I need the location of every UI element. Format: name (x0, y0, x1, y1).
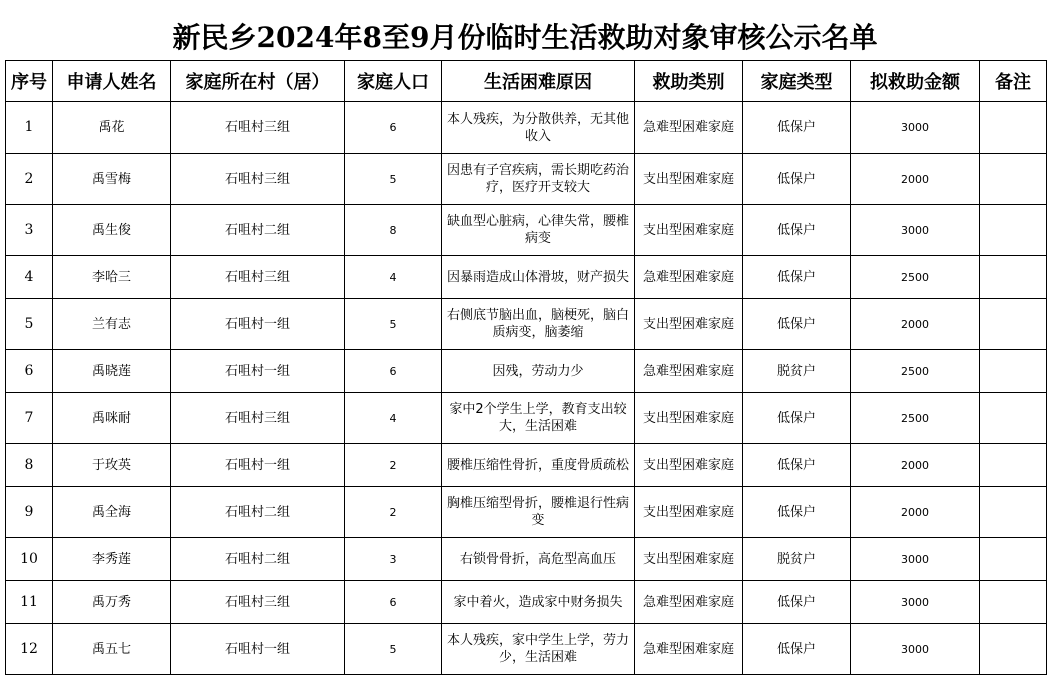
table-row (6, 393, 1047, 444)
cell-note (980, 350, 1047, 393)
cell-reason: 胸椎压缩型骨折，腰椎退行性病变 (442, 487, 635, 538)
table-row (6, 444, 1047, 487)
cell-type: 低保户 (743, 154, 851, 205)
cell-members: 5 (345, 154, 442, 205)
cell-amount: 3000 (851, 538, 980, 581)
cell-no: 6 (6, 350, 53, 393)
cell-village: 石咀村二组 (171, 487, 345, 538)
cell-type: 低保户 (743, 205, 851, 256)
cell-village: 石咀村一组 (171, 350, 345, 393)
table-row (6, 154, 1047, 205)
cell-reason: 因暴雨造成山体滑坡，财产损失 (442, 256, 635, 299)
cell-members: 2 (345, 444, 442, 487)
cell-no: 9 (6, 487, 53, 538)
cell-type: 低保户 (743, 393, 851, 444)
header-note: 备注 (980, 61, 1047, 102)
header-village: 家庭所在村（居） (171, 61, 345, 102)
table-row (6, 487, 1047, 538)
table-row (6, 350, 1047, 393)
cell-note (980, 154, 1047, 205)
cell-type: 低保户 (743, 487, 851, 538)
cell-reason: 缺血型心脏病，心律失常，腰椎病变 (442, 205, 635, 256)
cell-village: 石咀村一组 (171, 624, 345, 675)
cell-amount: 2000 (851, 487, 980, 538)
cell-no: 3 (6, 205, 53, 256)
table-row (6, 102, 1047, 154)
cell-note (980, 581, 1047, 624)
cell-members: 6 (345, 102, 442, 154)
cell-note (980, 256, 1047, 299)
header-name: 申请人姓名 (53, 61, 171, 102)
cell-note (980, 538, 1047, 581)
cell-members: 5 (345, 299, 442, 350)
cell-category: 急难型困难家庭 (635, 256, 743, 299)
cell-category: 支出型困难家庭 (635, 538, 743, 581)
table-row (6, 205, 1047, 256)
cell-no: 8 (6, 444, 53, 487)
table-header-row (6, 61, 1047, 102)
cell-members: 8 (345, 205, 442, 256)
cell-type: 低保户 (743, 299, 851, 350)
cell-type: 低保户 (743, 102, 851, 154)
relief-list-table (5, 60, 1047, 675)
cell-name: 禹晓莲 (53, 350, 171, 393)
cell-amount: 3000 (851, 624, 980, 675)
header-members: 家庭人口 (345, 61, 442, 102)
table-row (6, 581, 1047, 624)
cell-name: 于玫英 (53, 444, 171, 487)
cell-members: 4 (345, 393, 442, 444)
cell-no: 12 (6, 624, 53, 675)
cell-village: 石咀村一组 (171, 444, 345, 487)
cell-note (980, 487, 1047, 538)
cell-no: 7 (6, 393, 53, 444)
cell-reason: 因患有子宫疾病，需长期吃药治疗，医疗开支较大 (442, 154, 635, 205)
cell-members: 4 (345, 256, 442, 299)
cell-no: 10 (6, 538, 53, 581)
cell-no: 2 (6, 154, 53, 205)
cell-name: 禹万秀 (53, 581, 171, 624)
cell-type: 脱贫户 (743, 538, 851, 581)
cell-village: 石咀村二组 (171, 538, 345, 581)
cell-members: 5 (345, 624, 442, 675)
cell-category: 急难型困难家庭 (635, 581, 743, 624)
cell-name: 李哈三 (53, 256, 171, 299)
cell-members: 3 (345, 538, 442, 581)
cell-name: 李秀莲 (53, 538, 171, 581)
cell-village: 石咀村三组 (171, 102, 345, 154)
cell-type: 低保户 (743, 444, 851, 487)
cell-type: 低保户 (743, 581, 851, 624)
cell-amount: 2500 (851, 393, 980, 444)
cell-amount: 2500 (851, 350, 980, 393)
cell-no: 1 (6, 102, 53, 154)
cell-note (980, 393, 1047, 444)
cell-members: 2 (345, 487, 442, 538)
cell-reason: 本人残疾，为分散供养，无其他收入 (442, 102, 635, 154)
cell-reason: 本人残疾，家中学生上学，劳力少，生活困难 (442, 624, 635, 675)
cell-amount: 3000 (851, 102, 980, 154)
cell-note (980, 299, 1047, 350)
cell-amount: 3000 (851, 581, 980, 624)
cell-amount: 3000 (851, 205, 980, 256)
header-type: 家庭类型 (743, 61, 851, 102)
cell-name: 禹雪梅 (53, 154, 171, 205)
cell-reason: 因残，劳动力少 (442, 350, 635, 393)
table-row (6, 538, 1047, 581)
table-row (6, 256, 1047, 299)
cell-reason: 右锁骨骨折，高危型高血压 (442, 538, 635, 581)
table-row (6, 299, 1047, 350)
cell-reason: 腰椎压缩性骨折，重度骨质疏松 (442, 444, 635, 487)
cell-category: 支出型困难家庭 (635, 393, 743, 444)
cell-name: 禹咪耐 (53, 393, 171, 444)
cell-village: 石咀村三组 (171, 581, 345, 624)
page-title: 新民乡2024年8至9月份临时生活救助对象审核公示名单 (172, 21, 878, 54)
cell-category: 支出型困难家庭 (635, 205, 743, 256)
cell-reason: 家中2个学生上学，教育支出较大，生活困难 (442, 393, 635, 444)
cell-no: 11 (6, 581, 53, 624)
cell-type: 脱贫户 (743, 350, 851, 393)
table-row (6, 624, 1047, 675)
cell-note (980, 102, 1047, 154)
cell-no: 5 (6, 299, 53, 350)
cell-amount: 2000 (851, 299, 980, 350)
cell-village: 石咀村三组 (171, 154, 345, 205)
cell-type: 低保户 (743, 256, 851, 299)
cell-category: 支出型困难家庭 (635, 444, 743, 487)
cell-reason: 家中着火，造成家中财务损失 (442, 581, 635, 624)
cell-name: 禹五七 (53, 624, 171, 675)
cell-amount: 2000 (851, 444, 980, 487)
cell-village: 石咀村一组 (171, 299, 345, 350)
header-amount: 拟救助金额 (851, 61, 980, 102)
cell-name: 禹全海 (53, 487, 171, 538)
cell-name: 禹花 (53, 102, 171, 154)
header-reason: 生活困难原因 (442, 61, 635, 102)
cell-category: 急难型困难家庭 (635, 624, 743, 675)
cell-note (980, 444, 1047, 487)
cell-note (980, 624, 1047, 675)
cell-reason: 右侧底节脑出血，脑梗死，脑白质病变，脑萎缩 (442, 299, 635, 350)
cell-type: 低保户 (743, 624, 851, 675)
cell-amount: 2000 (851, 154, 980, 205)
cell-category: 支出型困难家庭 (635, 154, 743, 205)
cell-category: 急难型困难家庭 (635, 350, 743, 393)
cell-members: 6 (345, 350, 442, 393)
cell-category: 支出型困难家庭 (635, 299, 743, 350)
cell-name: 兰有志 (53, 299, 171, 350)
cell-village: 石咀村二组 (171, 205, 345, 256)
cell-members: 6 (345, 581, 442, 624)
header-no: 序号 (6, 61, 53, 102)
cell-note (980, 205, 1047, 256)
cell-village: 石咀村三组 (171, 393, 345, 444)
header-category: 救助类别 (635, 61, 743, 102)
cell-category: 支出型困难家庭 (635, 487, 743, 538)
cell-name: 禹生俊 (53, 205, 171, 256)
cell-village: 石咀村三组 (171, 256, 345, 299)
cell-amount: 2500 (851, 256, 980, 299)
cell-no: 4 (6, 256, 53, 299)
cell-category: 急难型困难家庭 (635, 102, 743, 154)
